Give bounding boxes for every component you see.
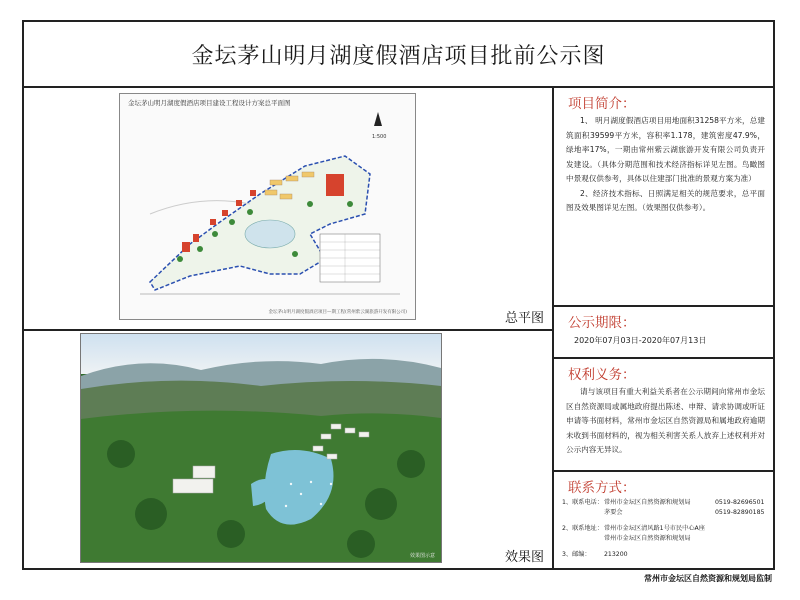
- right-column: [554, 88, 773, 568]
- svg-text:1:500: 1:500: [372, 134, 387, 140]
- site-plan-cell: [24, 88, 552, 331]
- contact-phone: 0519-82890185: [715, 509, 765, 516]
- contact-row: [562, 508, 773, 518]
- rights-heading: 权利义务：: [568, 367, 636, 383]
- contact-list: [554, 498, 773, 560]
- notice-frame: [22, 20, 775, 570]
- title-row: [24, 22, 773, 88]
- project-intro-section: [554, 88, 773, 307]
- site-plan-sheet: [119, 93, 416, 320]
- project-intro-heading: 项目简介：: [568, 96, 636, 112]
- contact-row: [562, 534, 773, 544]
- contact-org: 213200: [604, 551, 628, 558]
- contact-phone: [715, 534, 773, 544]
- project-intro-body: [554, 114, 773, 216]
- contact-org: 茅要会: [604, 509, 623, 516]
- site-plan-label: 总平图: [504, 311, 544, 326]
- contact-phone: 0519-82696501: [715, 499, 765, 506]
- contact-phone: [715, 550, 773, 560]
- contact-heading: 联系方式：: [568, 480, 636, 496]
- period-heading: 公示期限：: [568, 315, 636, 331]
- rights-body: [554, 385, 773, 458]
- contact-key: [562, 508, 604, 518]
- period-dates: 2020年07月03日-2020年07月13日: [574, 336, 707, 345]
- period-section: [554, 307, 773, 359]
- contact-row: [562, 498, 773, 508]
- aerial-rendering-image: [81, 334, 441, 562]
- project-intro-paragraph-2: 2、经济技术指标、日照满足相关的规范要求，总平面图及效果图详见左图。（效果图仅供参考）。: [566, 188, 765, 212]
- rights-section: [554, 359, 773, 472]
- contact-row: [562, 550, 773, 560]
- project-intro-paragraph-1: 1、 明月湖度假酒店项目用地面积31258平方米，总建筑面积39599平方米，容积率1.178，建筑密度47.9%，绿地率17%，一期由常州紫云湖旅游开发有限公司负责开发建设。（具体分期范围和技术经济指标详见左图。鸟瞰图中景观仅供参考，具体以住建部门批准的景观方案为准）: [566, 116, 765, 183]
- north-arrow-icon: [372, 112, 386, 140]
- contact-section: [554, 472, 773, 568]
- contact-row: [562, 524, 773, 534]
- rights-text: 请与该项目有重大利益关系者在公示期间向常州市金坛区自然资源局或属地政府提出陈述、申辩、请求协调或听证申请等书面材料，常州市金坛区自然资源局和属地政府逾期未收到书面材料的，视为相关利害关系人放弃上述权利并对公示内容无异议。: [566, 387, 765, 454]
- site-plan-footer: 金坛茅山明月湖度假酒店项目—期工程(常州紫云湖旅游开发有限公司): [268, 310, 407, 315]
- contact-key: [562, 534, 604, 544]
- contact-org: 常州市金坛区自然资源和规划局: [604, 535, 691, 542]
- contact-key: 2、联系地址：: [562, 525, 604, 532]
- contact-org: 常州市金坛区自然资源和规划局: [604, 499, 691, 506]
- contact-phone: [715, 524, 773, 534]
- technical-index-table: [320, 234, 380, 282]
- rendering-credit: 效果图示意: [409, 553, 435, 559]
- site-plan-title: 金坛茅山明月湖度假酒店项目建设工程设计方案总平面图: [128, 99, 291, 107]
- left-column: [24, 88, 554, 568]
- page-title: 金坛茅山明月湖度假酒店项目批前公示图: [191, 43, 606, 69]
- contact-key: 3、邮编：: [562, 551, 591, 558]
- rendering-label: 效果图: [504, 550, 544, 565]
- contact-org: 常州市金坛区清风路1号市民中心A座: [604, 525, 705, 532]
- issuer-credit: 常州市金坛区自然资源和规划局监制: [644, 574, 772, 583]
- contact-key: 1、联系电话：: [562, 499, 604, 506]
- aerial-rendering: [80, 333, 442, 563]
- rendering-cell: [24, 331, 552, 568]
- site-plan-drawing: [120, 94, 415, 319]
